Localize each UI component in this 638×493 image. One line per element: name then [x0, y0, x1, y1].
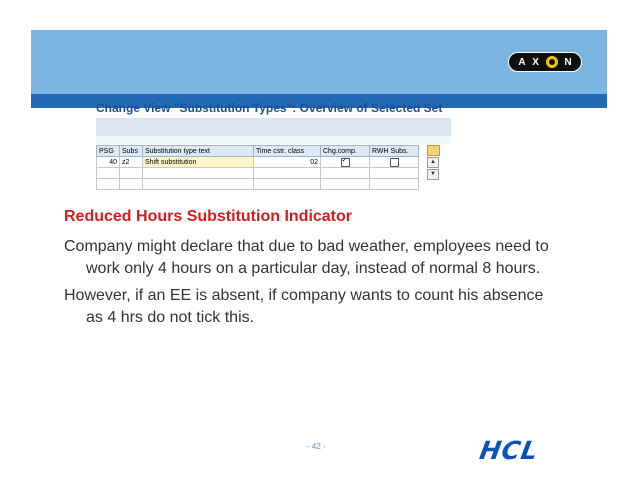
cell-time-class[interactable]: 02: [254, 157, 321, 168]
table-row[interactable]: [97, 168, 419, 179]
hcl-logo: HCL: [477, 436, 541, 465]
logo-o-icon: [546, 56, 558, 68]
scroll-down-icon[interactable]: ▼: [427, 169, 439, 180]
column-header-subs[interactable]: Subs: [120, 146, 143, 157]
chg-comp-checkbox[interactable]: [341, 158, 350, 167]
table-scrollbar[interactable]: [427, 157, 439, 181]
table-row[interactable]: [97, 179, 419, 190]
page-number: - 42 -: [307, 442, 326, 451]
logo-letter-n: N: [564, 56, 572, 68]
paragraph-1-line-2: work only 4 hours on a particular day, instead of normal 8 hours.: [86, 260, 541, 277]
paragraph-1: [64, 236, 564, 280]
column-header-rwh-subs[interactable]: RWH Subs.: [370, 146, 419, 157]
paragraph-1-line-1: Company might declare that due to bad weather, employees need to: [64, 238, 549, 255]
cell-text-input[interactable]: Shift substitution: [143, 157, 254, 168]
paragraph-2-line-2: as 4 hrs do not tick this.: [86, 309, 255, 326]
substitution-types-table: [96, 145, 419, 190]
column-header-psg[interactable]: PSG: [97, 146, 120, 157]
paragraph-2-line-1: However, if an EE is absent, if company wants to count his absence: [64, 287, 544, 304]
logo-letter-x: X: [532, 56, 539, 68]
sap-toolbar: [96, 136, 451, 144]
paragraph-2: [64, 285, 564, 329]
cell-rwh-subs[interactable]: [370, 157, 419, 168]
logo-letter-a: A: [518, 56, 526, 68]
table-header-row: [97, 146, 419, 157]
column-header-time-class[interactable]: Time cstr. class: [254, 146, 321, 157]
column-settings-icon[interactable]: [427, 145, 440, 156]
axon-logo: [508, 52, 582, 72]
scroll-up-icon[interactable]: ▲: [427, 157, 439, 168]
cell-chg-comp[interactable]: [321, 157, 370, 168]
sap-menu-bar: [96, 118, 451, 136]
table-row[interactable]: [97, 157, 419, 168]
slide-heading: Reduced Hours Substitution Indicator: [64, 208, 353, 225]
cell-subs[interactable]: z2: [120, 157, 143, 168]
column-header-text[interactable]: Substitution type text: [143, 146, 254, 157]
rwh-subs-checkbox[interactable]: [390, 158, 399, 167]
sap-screen-title: Change View "Substitution Types": Overview of Selected Set: [96, 101, 443, 115]
column-header-chg-comp[interactable]: Chg.comp.: [321, 146, 370, 157]
cell-psg[interactable]: 40: [97, 157, 120, 168]
